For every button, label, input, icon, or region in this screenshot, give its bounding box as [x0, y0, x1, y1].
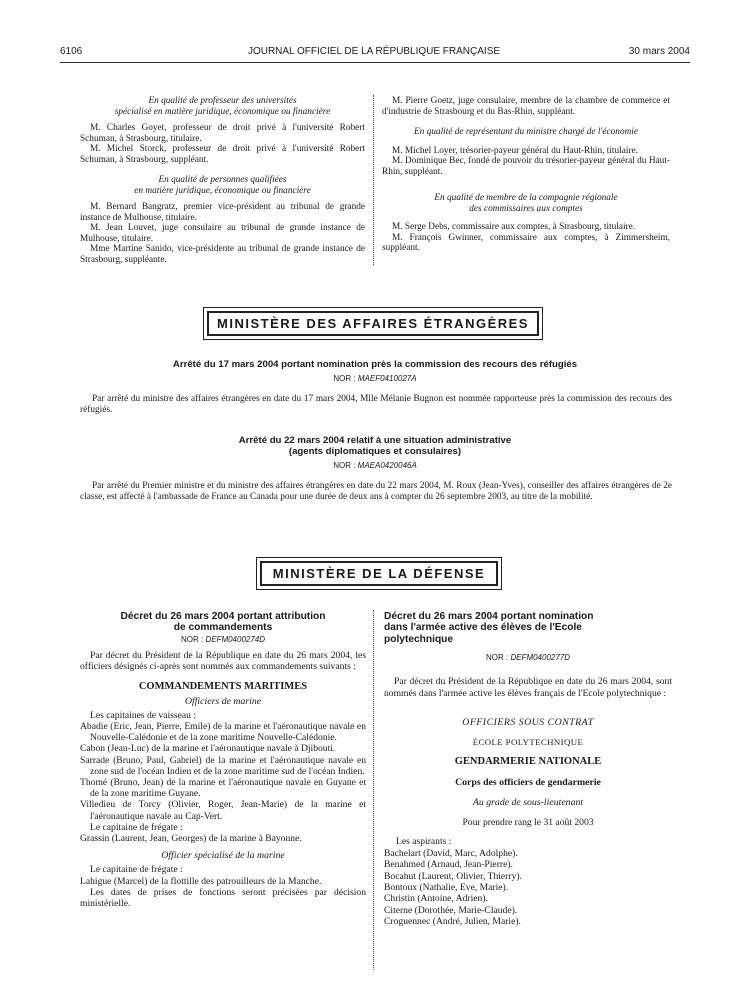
section-heading: spécialisé en matière juridique, économique ou financière: [114, 106, 331, 117]
nor-label: NOR :: [333, 374, 356, 383]
subsection-heading: Officier spécialisé de la marine: [161, 850, 285, 862]
subsection-heading: Officiers de marine: [184, 695, 262, 707]
list-item: Citerne (Dorothée, Marie-Claude).: [384, 904, 518, 916]
page-number: 6106: [60, 46, 83, 57]
paragraph: M. Michel Storck, professeur de droit privé à l'université Robert Schuman, à Strasbourg, suppléant.: [80, 144, 365, 165]
list-item: Abadie (Eric, Jean, Pierre, Emile) de la marine et l'aéronautique navale en Nouvelle-Calédonie et de la zone maritime Nouvelle-Calédonie.: [80, 721, 366, 744]
paragraph: M. Jean Louvet, juge consulaire au tribunal de grande instance de Mulhouse, titulaire.: [80, 223, 365, 244]
decret-left-column: [80, 611, 366, 910]
header-rule: [60, 62, 690, 63]
nor-code: DEFM0400274D: [205, 634, 266, 644]
arrete-title: Arrêté du 22 mars 2004 relatif à une situation administrative: [238, 435, 512, 446]
list-item: Thomé (Bruno, Jean) de la marine et l'aéronautique navale en Guyane et de la zone maritime Guyane.: [80, 777, 366, 800]
nor-reference: [80, 635, 366, 644]
grade-heading: Au grade de sous-lieutenant: [472, 797, 584, 809]
ministry-title: MINISTÈRE DES AFFAIRES ÉTRANGÈRES: [207, 311, 539, 336]
paragraph: M. Serge Debs, commissaire aux comptes, à Strasbourg, titulaire.: [392, 222, 636, 232]
nor-reference: [60, 461, 690, 470]
list-item: Grassin (Laurent, Jean, Georges) de la marine à Bayonne.: [80, 833, 302, 845]
nor-code: MAEF0410027A: [357, 374, 417, 383]
issue-date: 30 mars 2004: [628, 46, 690, 57]
category-heading: OFFICIERS SOUS CONTRAT: [462, 717, 594, 729]
list-item: Villedieu de Torcy (Olivier, Roger, Jean-Marie) de la marine et l'aéronautique navale au Cap-Vert.: [80, 799, 366, 822]
nor-label: NOR :: [485, 653, 509, 663]
list-item: Sarrade (Bruno, Paul, Gabriel) de la marine et l'aéronautique navale en zone sud de l'océan Indien et de la zone maritime sud de l'océan Indien.: [80, 754, 366, 777]
section-heading: En qualité de personnes qualifiées: [158, 175, 287, 185]
decret-title: dans l'armée active des élèves de l'Ecole: [384, 622, 582, 634]
journal-title: JOURNAL OFFICIEL DE LA RÉPUBLIQUE FRANÇAISE: [247, 46, 501, 57]
arrete-text: Par arrêté du Premier ministre et du ministre des affaires étrangères en date du 22 mars 2004, M. Roux (Jean-Yves), conseiller des affaires étrangères de 2e classe, est affecté à l'ambassade de France au Canada pour une durée de deux ans à compter du 26 septembre 2003, au titre de la mobilité.: [80, 481, 672, 502]
nor-label: NOR :: [180, 634, 204, 644]
paragraph: M. Charles Goyet, professeur de droit privé à l'université Robert Schuman, à Strasbourg, titulaire.: [80, 123, 365, 144]
paragraph: M. François Gwinner, commissaire aux comptes, à Zimmersheim, suppléant.: [382, 232, 670, 253]
section-heading: COMMANDEMENTS MARITIMES: [138, 680, 308, 692]
ministry-title: MINISTÈRE DE LA DÉFENSE: [260, 561, 498, 586]
decret-title: polytechnique: [384, 633, 454, 645]
top-left-column: [80, 96, 365, 265]
paragraph: M. Pierre Goetz, juge consulaire, membre de la chambre de commerce et d'industrie de Strasbourg et du Bas-Rhin, suppléant.: [382, 96, 670, 117]
rank-label: Les aspirants :: [396, 836, 452, 848]
list-item: Croguennec (André, Julien, Marie).: [384, 916, 521, 928]
rank-label: Le capitaine de frégate :: [90, 821, 183, 833]
decret-intro: Par décret du Président de la République en date du 26 mars 2004, sont nommés dans l'armée active les élèves français de l'Ecole polytechnique :: [384, 676, 672, 699]
column-divider: [373, 610, 374, 970]
decret-intro: Par décret du Président de la République en date du 26 mars 2004, les officiers désignés ci-après sont nommés aux commandements suivants :: [80, 649, 366, 673]
list-item: Benahmed (Arnaud, Jean-Pierre).: [384, 859, 513, 871]
list-item: Lahigue (Marcel) de la flottille des patrouilleurs de la Manche.: [80, 875, 322, 887]
nor-reference: [60, 374, 690, 383]
nor-code: DEFM0400277D: [510, 653, 571, 663]
paragraph: M. Michel Loyer, trésorier-payeur général du Haut-Rhin, titulaire.: [392, 145, 638, 156]
corps-subheading: Corps des officiers de gendarmerie: [455, 777, 601, 789]
section-heading: En qualité de membre de la compagnie régionale: [434, 193, 618, 203]
closing-text: Les dates de prises de fonctions seront précisées par décision ministérielle.: [80, 887, 366, 910]
list-item: Bachelart (David, Marc, Adolphe).: [384, 847, 518, 859]
rank-label: Le capitaine de frégate :: [90, 864, 183, 876]
section-heading: En qualité de représentant du ministre chargé de l'économie: [413, 127, 639, 137]
ministry-banner: [256, 557, 502, 590]
decret-right-column: [384, 611, 672, 928]
arrete-text: Par arrêté du ministre des affaires étrangères en date du 17 mars 2004, Mlle Mélanie Bugnon est nommée rapporteuse près la commission des recours des réfugiés.: [80, 394, 672, 415]
column-divider: [373, 95, 374, 265]
decret-title: de commandements: [173, 622, 273, 634]
list-item: Christin (Antoine, Adrien).: [384, 893, 488, 905]
list-item: Bontoux (Nathalie, Eve, Marie).: [384, 882, 509, 894]
paragraph: Mme Martine Sanido, vice-présidente au tribunal de grande instance de Strasbourg, suppléante.: [80, 244, 365, 265]
list-item: Cabon (Jean-Luc) de la marine et l'aéronautique navale à Djibouti.: [80, 743, 336, 755]
rank-date: Pour prendre rang le 31 août 2003: [462, 817, 594, 829]
nor-reference: [384, 653, 672, 662]
decret-title: Décret du 26 mars 2004 portant nomination: [384, 611, 594, 622]
arrete-title: Arrêté du 17 mars 2004 portant nomination près la commission des recours des réfugiés: [172, 359, 578, 370]
section-heading: des commissaires aux comptes: [469, 203, 583, 214]
school-heading: ÉCOLE POLYTECHNIQUE: [472, 737, 584, 748]
nor-label: NOR :: [333, 461, 356, 470]
section-heading: en matière juridique, économique ou financière: [134, 185, 311, 196]
arrete-title: (agents diplomatiques et consulaires): [288, 446, 462, 457]
decret-title: Décret du 26 mars 2004 portant attribution: [120, 611, 326, 622]
list-item: Bocahut (Laurent, Olivier, Thierry).: [384, 870, 522, 882]
rank-label: Les capitaines de vaisseau :: [90, 709, 197, 721]
paragraph: M. Dominique Bec, fondé de pouvoir du trésorier-payeur général du Haut-Rhin, suppléant.: [382, 156, 670, 177]
nor-code: MAEA0420046A: [357, 461, 417, 470]
ministry-banner: [203, 307, 543, 340]
top-right-column: [382, 96, 670, 254]
section-heading: En qualité de professeur des universités: [148, 96, 297, 106]
paragraph: M. Bernard Bangratz, premier vice-président au tribunal de grande instance de Mulhouse, titulaire.: [80, 202, 365, 223]
corps-heading: GENDARMERIE NATIONALE: [454, 756, 602, 768]
